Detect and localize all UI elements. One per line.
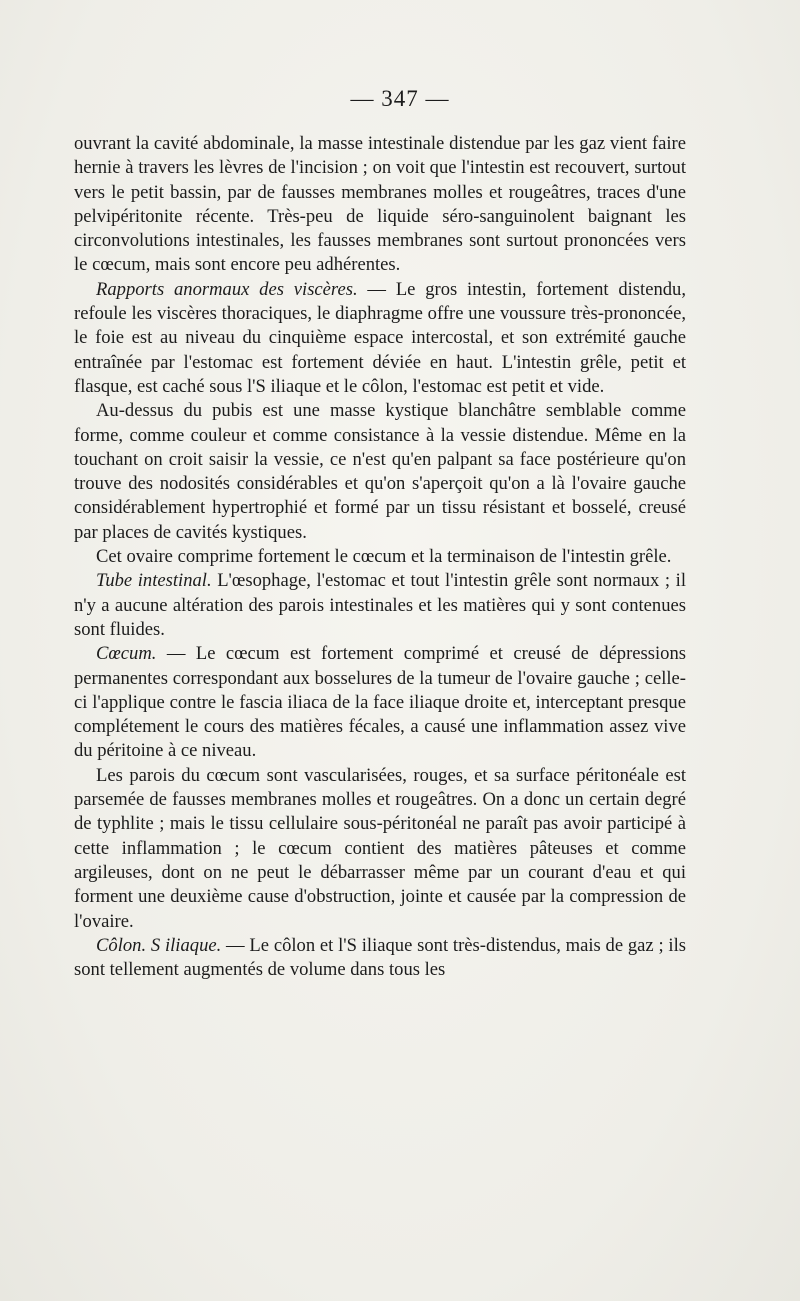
paragraph-2 <box>74 278 686 399</box>
paragraph-3 <box>74 399 686 545</box>
body-text <box>74 132 686 982</box>
paragraph-1-text: ouvrant la cavité abdominale, la masse intestinale distendue par les gaz vient faire hernie à travers les lèvres de l'incision ; on voit que l'intestin est recouvert, surtout vers le petit bassin, par de fausses membranes molles et rougeâtres, traces d'une pelvipéritonite récente. Très-peu de liquide séro-sanguinolent baignant les circonvolutions intestinales, les fausses membranes sont surtout prononcées vers le cœcum, mais sont encore peu adhérentes. <box>74 133 686 276</box>
paragraph-7-text: Les parois du cœcum sont vascularisées, rouges, et sa surface péritonéale est parsemée de fausses membranes molles et rougeâtres. On a donc un certain degré de typhlite ; mais le tissu cellulaire sous-péritonéal ne paraît pas avoir participé à cette inflammation ; le cœcum contient des matières pâteuses et comme argileuses, dont on ne peut le débarrasser même par un courant d'eau et qui forment une deuxième cause d'obstruction, jointe et causée par la compression de l'ovaire. <box>74 764 686 932</box>
paragraph-8-text: — Le côlon et l'S iliaque sont très-distendus, mais de gaz ; ils sont tellement augmentés de volume dans tous les <box>74 934 686 981</box>
paragraph-8 <box>74 934 686 983</box>
paragraph-2-heading: Rapports anormaux des viscères. <box>96 278 358 300</box>
paragraph-2-text: — Le gros intestin, fortement distendu, refoule les viscères thoraciques, le diaphragme offre une voussure très-prononcée, le foie est au niveau du cinquième espace intercostal, et son extrémité gauche entraînée par l'estomac est fortement déviée en haut. L'intestin grêle, petit et flasque, est caché sous l'S iliaque et le côlon, l'estomac est petit et vide. <box>74 278 686 397</box>
paragraph-5-heading: Tube intestinal. <box>96 570 212 592</box>
paragraph-6-text: — Le cœcum est fortement comprimé et creusé de dépressions permanentes correspondant aux bosselures de la tumeur de l'ovaire gauche ; celle-ci l'applique contre le fascia iliaca de la face iliaque droite et, interceptant presque complétement le cours des matières fécales, a causé une inflammation assez vive du péritoine à ce niveau. <box>74 643 686 762</box>
page-number: — 347 — <box>350 86 450 111</box>
paragraph-6 <box>74 642 686 763</box>
paragraph-4 <box>74 545 686 569</box>
paragraph-5-text: L'œsophage, l'estomac et tout l'intestin grêle sont normaux ; il n'y a aucune altération des parois intestinales et les matières qui y sont contenues sont fluides. <box>74 570 686 640</box>
paragraph-5 <box>74 569 686 642</box>
paragraph-1 <box>74 132 686 278</box>
paragraph-6-heading: Cœcum. <box>96 643 157 665</box>
paragraph-7 <box>74 764 686 934</box>
paragraph-4-text: Cet ovaire comprime fortement le cœcum et la terminaison de l'intestin grêle. <box>96 546 672 568</box>
paragraph-3-text: Au-dessus du pubis est une masse kystique blanchâtre semblable comme forme, comme couleur et comme consistance à la vessie distendue. Même en la touchant on croit saisir la vessie, ce n'est qu'en palpant sa face postérieure qu'on trouve des nodosités considérables et qu'on s'aperçoit qu'on a là l'ovaire gauche considérablement hypertrophié et formé par un tissu résistant et bosselé, creusé par places de cavités kystiques. <box>74 400 686 543</box>
paragraph-8-heading: Côlon. S iliaque. <box>96 934 222 956</box>
